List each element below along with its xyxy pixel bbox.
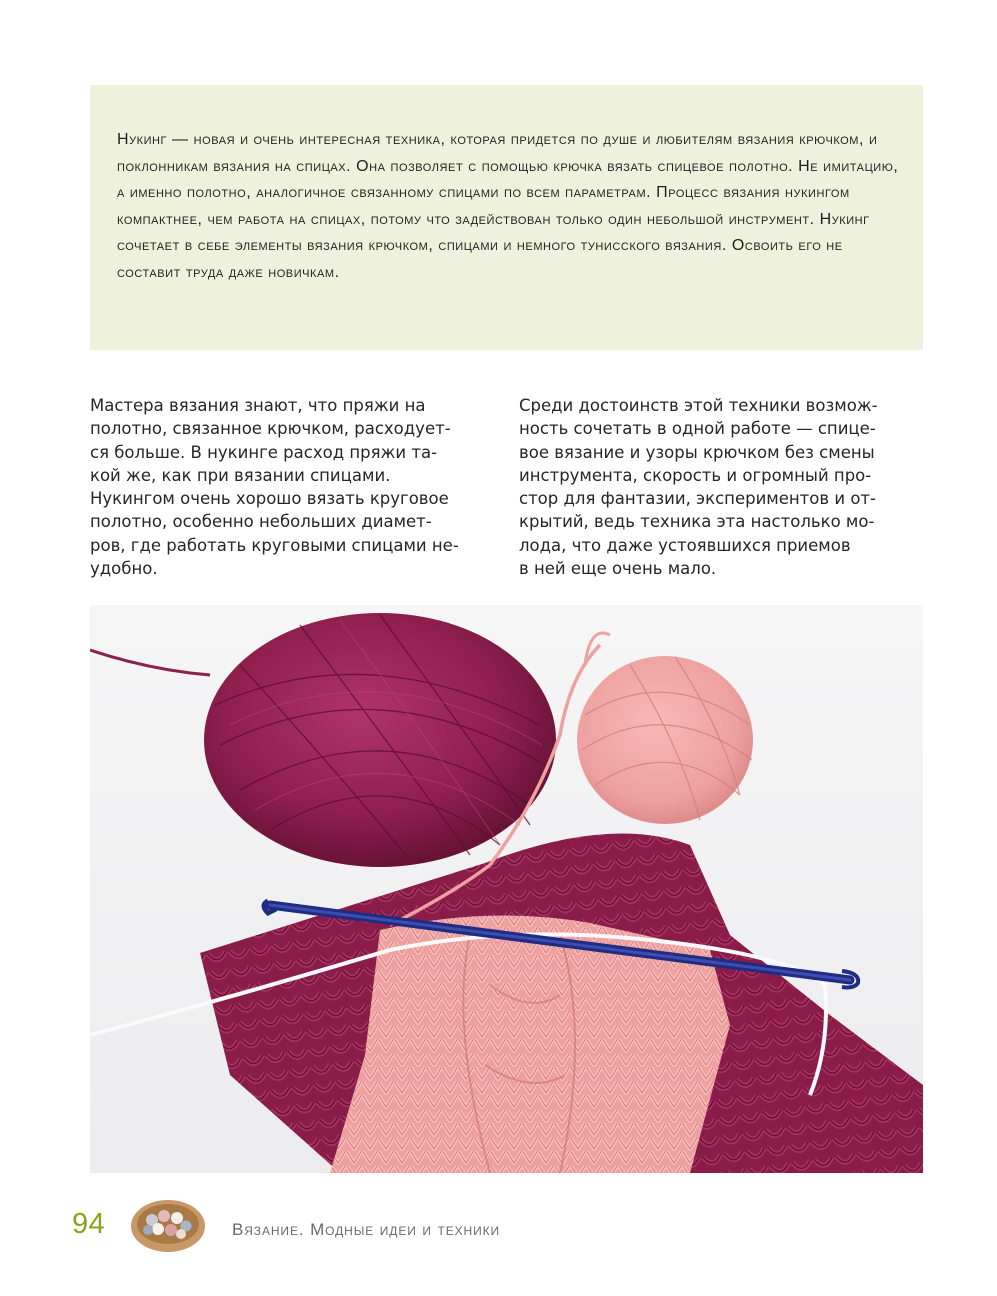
- intro-paragraph: Нукинг — новая и очень интересная техника, которая придется по душе и любителям вязания крючком, и поклонникам вязания на спицах. Она позволяет с помощью крючка вязать спицевое полотно. Не имитацию, а именно полотно, аналогичное связанному спицами по всем параметрам. Процесс вязания нукингом компактнее, чем работа на спицах, потому что задействован только один небольшой инструмент. Нукинг сочетает в себе элементы вязания крючком, спицами и немного тунисского вязания. Освоить его не составит труда даже новичкам.: [117, 131, 899, 281]
- right-line: крытий, ведь техника эта настолько мо-: [519, 512, 875, 532]
- magenta-yarn-ball: [204, 613, 556, 867]
- knitting-photo: [90, 605, 923, 1173]
- left-line: кой же, как при вязании спицами.: [90, 465, 391, 485]
- left-line: Нукингом очень хорошо вязать круговое: [90, 489, 449, 509]
- right-line: инструмента, скорость и огромный про-: [519, 465, 872, 485]
- yarn-basket-icon: [128, 1196, 208, 1256]
- right-line: стор для фантазии, экспериментов и от-: [519, 489, 876, 509]
- left-line: удобно.: [90, 559, 158, 579]
- left-line: Мастера вязания знают, что пряжи на: [90, 396, 426, 415]
- right-line: Среди достоинств этой техники возмож-: [519, 396, 878, 415]
- right-line: ность сочетать в одной работе — спице-: [519, 419, 876, 439]
- left-line: ся больше. В нукинге расход пряжи та-: [90, 442, 438, 462]
- left-line: ров, где работать круговыми спицами не-: [90, 535, 459, 555]
- left-line: полотно, особенно небольших диамет-: [90, 512, 432, 532]
- right-line: вое вязание и узоры крючком без смены: [519, 442, 875, 462]
- right-column: [519, 394, 921, 580]
- right-line: в ней еще очень мало.: [519, 559, 717, 579]
- right-line: лода, что даже устоявшихся приемов: [519, 535, 851, 555]
- left-column: [90, 394, 492, 580]
- page-number: 94: [72, 1208, 106, 1240]
- book-title: Вязание. Модные идеи и техники: [232, 1220, 501, 1239]
- left-line: полотно, связанное крючком, расходует-: [90, 419, 451, 439]
